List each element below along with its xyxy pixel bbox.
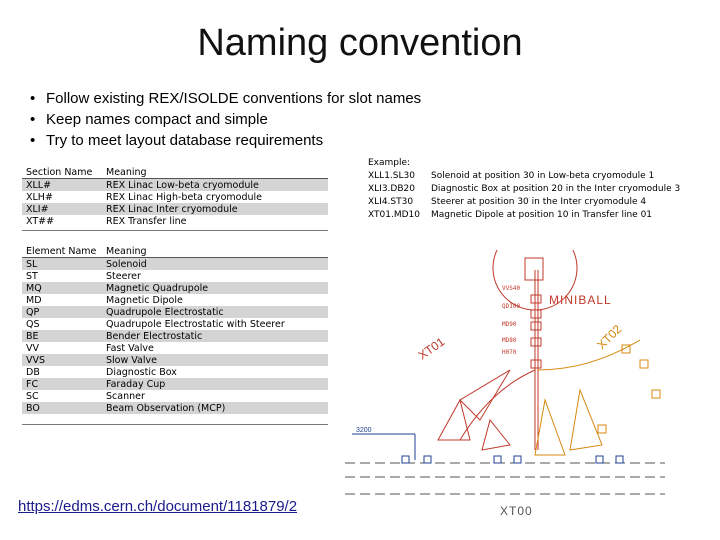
cell-section-name: XLH# — [22, 191, 102, 203]
beamline-element — [402, 456, 409, 463]
table-row — [22, 318, 328, 330]
example-description: Magnetic Dipole at position 10 in Transfer line 01 — [431, 210, 653, 220]
cell-meaning: Quadrupole Electrostatic with Steerer — [102, 318, 328, 330]
beamline-element — [598, 425, 606, 433]
bullet-text: Try to meet layout database requirements — [46, 132, 324, 149]
cell-element-name: MD — [22, 294, 102, 306]
beamline-element — [494, 456, 501, 463]
cell-meaning: Bender Electrostatic — [102, 330, 328, 342]
cell-element-name: DB — [22, 366, 102, 378]
beamline-element — [514, 456, 521, 463]
xt02-bender-triangle — [570, 390, 602, 450]
table-divider — [22, 230, 328, 231]
table-row — [22, 354, 328, 366]
bullet-item — [30, 130, 421, 151]
table-row — [22, 390, 328, 402]
label-miniball: MINIBALL — [549, 293, 612, 307]
beamline-element — [531, 295, 541, 303]
cell-meaning: REX Linac Low-beta cryomodule — [102, 179, 328, 192]
cell-element-name: QP — [22, 306, 102, 318]
cell-meaning: REX Linac Inter cryomodule — [102, 203, 328, 215]
beamline-element — [531, 310, 541, 318]
example-description: Diagnostic Box at position 20 in the Inter cryomodule 3 — [431, 184, 681, 194]
beamline-element — [616, 456, 623, 463]
table-row — [22, 203, 328, 215]
cell-meaning: Quadrupole Electrostatic — [102, 306, 328, 318]
cell-meaning: Faraday Cup — [102, 378, 328, 390]
beamline-element — [531, 360, 541, 368]
label-vvs40: VVS40 — [502, 285, 521, 292]
label-qd100: QD100 — [502, 303, 521, 310]
cell-meaning: REX Transfer line — [102, 215, 328, 227]
chamber-box — [525, 258, 543, 280]
page-title: Naming convention — [197, 22, 523, 64]
label-h070: H070 — [502, 349, 517, 356]
label-xt01: XT01 — [415, 334, 448, 363]
column-header-meaning: Meaning — [102, 166, 328, 179]
vertical-beamline-elements — [531, 295, 541, 368]
table-row — [22, 282, 328, 294]
table-row — [22, 306, 328, 318]
label-md90: MD90 — [502, 321, 517, 328]
bullet-list — [30, 88, 421, 151]
bullet-dot: • — [30, 90, 36, 107]
example-code: XLI4.ST30 — [368, 197, 414, 207]
xt01-bender-triangle — [438, 400, 470, 440]
table-row — [22, 402, 328, 414]
example-code: XT01.MD10 — [368, 210, 420, 220]
beamline-element — [596, 456, 603, 463]
horizontal-line-elements — [402, 456, 623, 463]
cell-element-name: MQ — [22, 282, 102, 294]
xt02-elements — [598, 345, 660, 433]
xt02-bender-triangle — [535, 400, 565, 455]
cell-meaning: Diagnostic Box — [102, 366, 328, 378]
table-row — [22, 258, 328, 271]
bullet-text: Follow existing REX/ISOLDE conventions for slot names — [46, 90, 422, 107]
label-xt02: XT02 — [594, 321, 625, 353]
example-code: XLL1.SL30 — [368, 171, 415, 181]
cell-element-name: SL — [22, 258, 102, 271]
section-name-table — [22, 166, 328, 227]
element-name-table — [22, 245, 328, 414]
cell-element-name: BO — [22, 402, 102, 414]
cell-meaning: REX Linac High-beta cryomodule — [102, 191, 328, 203]
example-row — [368, 209, 680, 222]
table-row — [22, 270, 328, 282]
column-header-section-name: Section Name — [22, 166, 102, 179]
example-row — [368, 196, 680, 209]
beamline-element — [531, 322, 541, 330]
cell-meaning: Beam Observation (MCP) — [102, 402, 328, 414]
cell-element-name: FC — [22, 378, 102, 390]
table-row — [22, 294, 328, 306]
bullet-dot: • — [30, 132, 36, 149]
column-header-element-name: Element Name — [22, 245, 102, 258]
table-row — [22, 179, 328, 192]
cell-meaning: Steerer — [102, 270, 328, 282]
cell-section-name: XT## — [22, 215, 102, 227]
example-row — [368, 170, 680, 183]
table-row — [22, 366, 328, 378]
table-header-row — [22, 245, 328, 258]
cell-element-name: BE — [22, 330, 102, 342]
table-row — [22, 330, 328, 342]
bullet-item — [30, 88, 421, 109]
beamline-element — [531, 338, 541, 346]
table-row — [22, 342, 328, 354]
cell-meaning: Magnetic Quadrupole — [102, 282, 328, 294]
cell-meaning: Scanner — [102, 390, 328, 402]
label-3200: 3200 — [356, 427, 372, 434]
table-row — [22, 378, 328, 390]
bullet-text: Keep names compact and simple — [46, 111, 268, 128]
cell-element-name: QS — [22, 318, 102, 330]
beamline-layout-diagram — [340, 250, 670, 530]
table-row — [22, 191, 328, 203]
example-description: Steerer at position 30 in the Inter cryomodule 4 — [431, 197, 647, 207]
table-header-row — [22, 166, 328, 179]
bullet-dot: • — [30, 111, 36, 128]
cell-element-name: VVS — [22, 354, 102, 366]
cell-element-name: VV — [22, 342, 102, 354]
table-divider — [22, 424, 328, 425]
label-md80: MD80 — [502, 337, 517, 344]
cell-meaning: Fast Valve — [102, 342, 328, 354]
example-description: Solenoid at position 30 in Low-beta cryomodule 1 — [431, 171, 655, 181]
xt01-dipole — [460, 370, 510, 420]
edms-document-link[interactable]: https://edms.cern.ch/document/1181879/2 — [18, 498, 298, 515]
example-block — [368, 157, 680, 222]
bullet-item — [30, 109, 421, 130]
beamline-element — [424, 456, 431, 463]
cell-element-name: SC — [22, 390, 102, 402]
cell-section-name: XLL# — [22, 179, 102, 192]
cell-section-name: XLI# — [22, 203, 102, 215]
beamline-element — [652, 390, 660, 398]
cell-meaning: Slow Valve — [102, 354, 328, 366]
cell-meaning: Solenoid — [102, 258, 328, 271]
table-row — [22, 215, 328, 227]
xt01-bender-triangle — [482, 420, 510, 450]
cell-element-name: ST — [22, 270, 102, 282]
example-header: Example: — [368, 158, 411, 168]
column-header-meaning: Meaning — [102, 245, 328, 258]
label-xt00: XT00 — [500, 504, 533, 518]
example-code: XLI3.DB20 — [368, 184, 415, 194]
example-row — [368, 183, 680, 196]
cell-meaning: Magnetic Dipole — [102, 294, 328, 306]
beamline-element — [640, 360, 648, 368]
